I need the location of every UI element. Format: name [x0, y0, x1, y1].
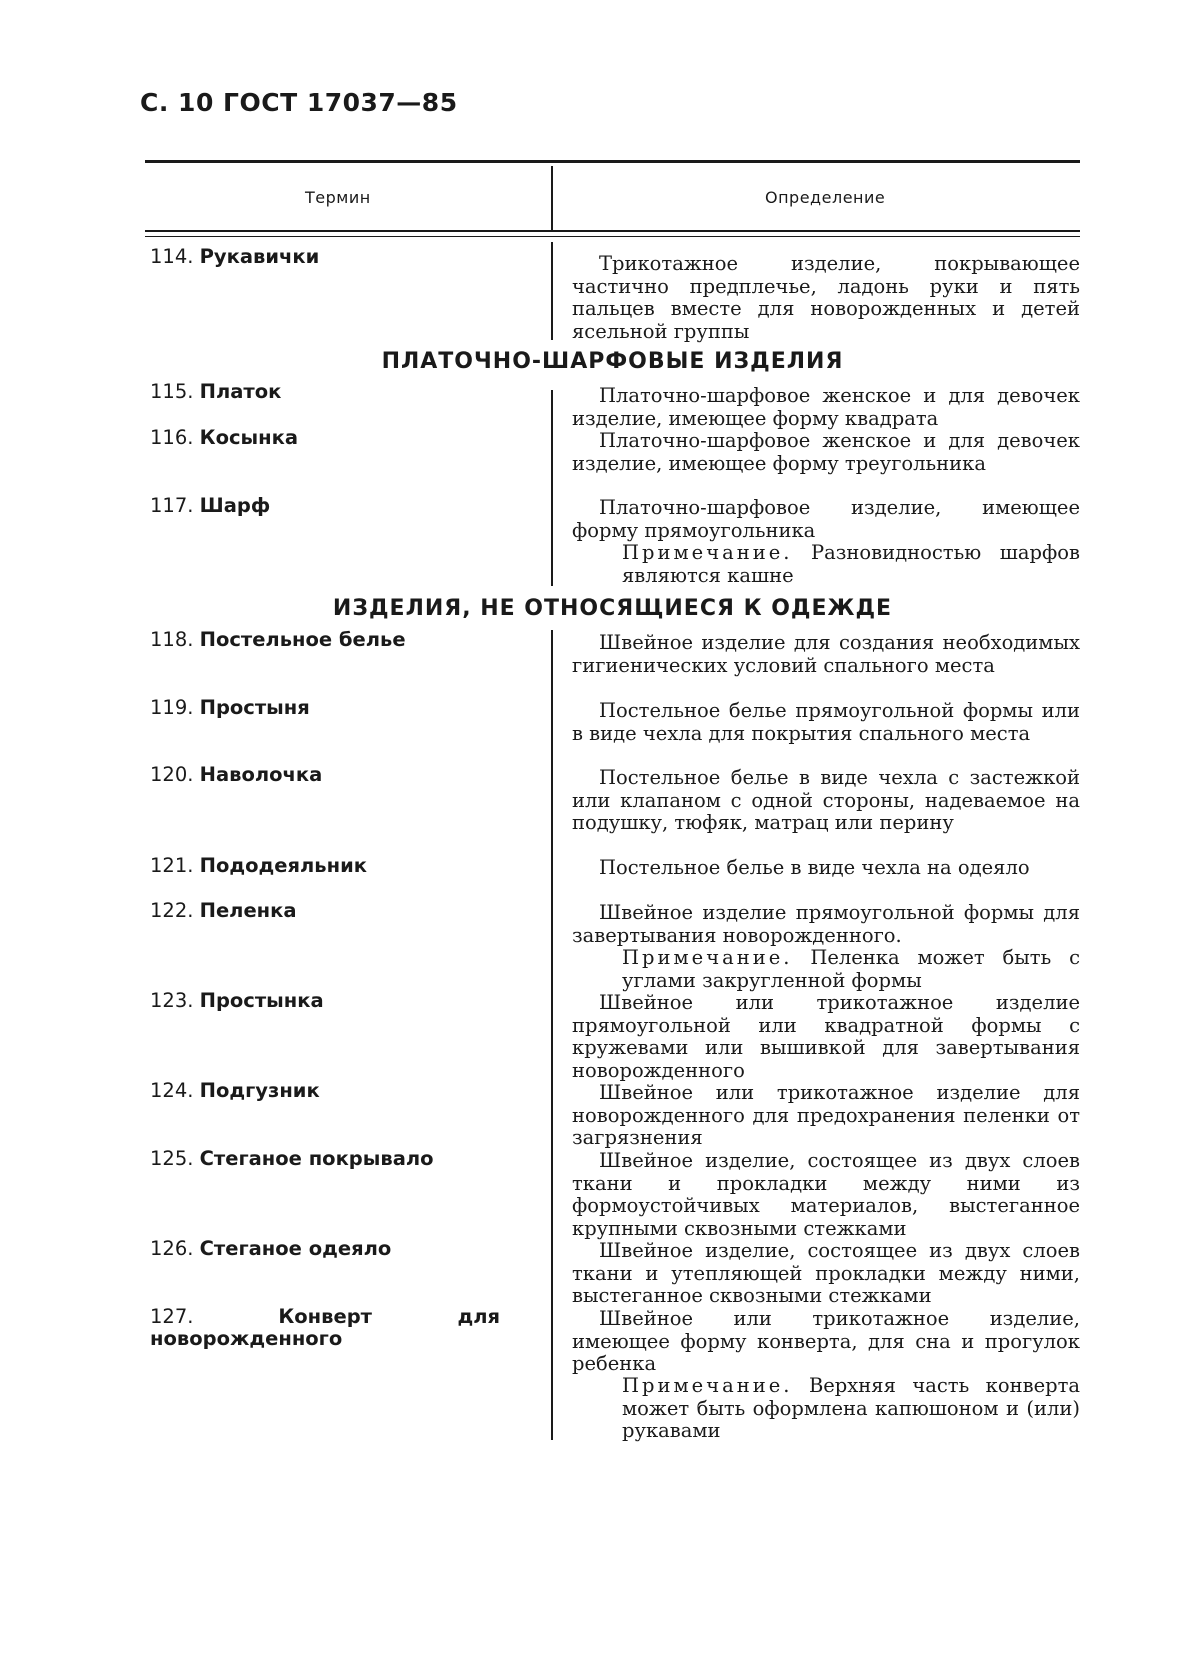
- definition-117: Платочно-шарфовое изделие, имеющее форму прямоугольника: [572, 496, 1080, 542]
- definition-115: Платочно-шарфовое женское и для девочек изделие, имеющее форму квадрата: [572, 384, 1080, 430]
- header-rule-thin: [145, 236, 1080, 237]
- term-118: [150, 629, 540, 651]
- term-number: 116.: [150, 426, 194, 449]
- note-117: [572, 542, 1080, 587]
- term-117: [150, 495, 540, 517]
- term-number: 118.: [150, 628, 194, 651]
- term-number: 122.: [150, 899, 194, 922]
- term-name: Пододеяльник: [199, 854, 367, 877]
- term-120: [150, 764, 540, 786]
- term-number: 121.: [150, 854, 194, 877]
- definition-125: Швейное изделие, состоящее из двух слоев ткани и прокладки между ними из формоустойчивых материалов, выстеганное крупными сквозными стежками: [572, 1149, 1080, 1240]
- term-number: 117.: [150, 494, 194, 517]
- section-title: ПЛАТОЧНО-ШАРФОВЫЕ ИЗДЕЛИЯ: [381, 349, 844, 374]
- note-text: Верхняя часть конверта может быть оформлена капюшоном и (или) рукавами: [622, 1374, 1081, 1442]
- term-number: 124.: [150, 1079, 194, 1102]
- definition-122: Швейное изделие прямоугольной формы для завертывания новорожденного.: [572, 901, 1080, 947]
- term-126: [150, 1238, 540, 1260]
- column-divider: [551, 242, 553, 340]
- definition-123: Швейное или трикотажное изделие прямоугольной или квадратной формы с кружевами или вышивкой для завертывания новорожденного: [572, 991, 1080, 1082]
- term-number: 125.: [150, 1147, 194, 1170]
- definition-116: Платочно-шарфовое женское и для девочек изделие, имеющее форму треугольника: [572, 429, 1080, 475]
- term-name: Наволочка: [199, 763, 323, 786]
- definition-126: Швейное изделие, состоящее из двух слоев ткани и утепляющей прокладки между ними, выстеганное сквозными стежками: [572, 1239, 1080, 1307]
- term-number: 115.: [150, 380, 194, 403]
- page-header: С. 10 ГОСТ 17037—85: [140, 88, 458, 117]
- term-123: [150, 990, 540, 1012]
- term-name: Рукавички: [199, 245, 320, 268]
- term-name: Постельное белье: [199, 628, 406, 651]
- section-title: ИЗДЕЛИЯ, НЕ ОТНОСЯЩИЕСЯ К ОДЕЖДЕ: [332, 596, 893, 621]
- term-name: Косынка: [199, 426, 299, 449]
- note-127: [572, 1375, 1080, 1443]
- term-116: [150, 427, 540, 449]
- term-name: Простынка: [199, 989, 324, 1012]
- term-114: [150, 246, 540, 268]
- definition-121: Постельное белье в виде чехла на одеяло: [599, 856, 1030, 879]
- term-name: Подгузник: [199, 1079, 320, 1102]
- term-name: Конверт для новорожденного: [150, 1305, 500, 1350]
- definition-114: Трикотажное изделие, покрывающее частично предплечье, ладонь руки и пять пальцев вместе для новорожденных и детей ясельной группы: [572, 252, 1080, 343]
- term-name: Стеганое одеяло: [199, 1237, 392, 1260]
- definition-119: Постельное белье прямоугольной формы или в виде чехла для покрытия спального места: [572, 699, 1080, 745]
- term-125: [150, 1148, 540, 1170]
- column-divider: [551, 166, 553, 232]
- column-header-term: Термин: [305, 188, 371, 207]
- term-122: [150, 900, 540, 922]
- term-124: [150, 1080, 540, 1102]
- header-rule: [145, 230, 1080, 232]
- term-119: [150, 697, 540, 719]
- term-121: [150, 855, 540, 877]
- term-number: 123.: [150, 989, 194, 1012]
- note-label: Примечание.: [622, 541, 793, 564]
- column-divider: [551, 630, 553, 1440]
- definition-127: Швейное или трикотажное изделие, имеющее форму конверта, для сна и прогулок ребенка: [572, 1307, 1080, 1375]
- term-number: 127.: [150, 1305, 194, 1328]
- column-divider: [551, 390, 553, 586]
- term-number: 119.: [150, 696, 194, 719]
- note-text: Разновидностью шарфов являются кашне: [622, 541, 1080, 587]
- term-115: [150, 381, 540, 403]
- column-header-definition: Определение: [765, 188, 886, 207]
- term-name: Стеганое покрывало: [199, 1147, 434, 1170]
- term-127: [150, 1306, 500, 1350]
- term-name: Шарф: [199, 494, 271, 517]
- definition-118: Швейное изделие для создания необходимых гигиенических условий спального места: [572, 631, 1080, 677]
- definition-120: Постельное белье в виде чехла с застежкой или клапаном с одной стороны, надеваемое на подушку, тюфяк, матрац или перину: [572, 766, 1080, 834]
- term-number: 120.: [150, 763, 194, 786]
- table-top-rule: [145, 160, 1080, 163]
- term-name: Простыня: [199, 696, 310, 719]
- note-label: Примечание.: [622, 946, 793, 969]
- term-number: 114.: [150, 245, 194, 268]
- term-number: 126.: [150, 1237, 194, 1260]
- term-name: Платок: [199, 380, 282, 403]
- note-122: [572, 947, 1080, 992]
- note-label: Примечание.: [622, 1374, 793, 1397]
- note-text: Пеленка может быть с углами закругленной формы: [622, 946, 1080, 992]
- definition-124: Швейное или трикотажное изделие для новорожденного для предохранения пеленки от загрязнения: [572, 1081, 1080, 1149]
- term-name: Пеленка: [199, 899, 297, 922]
